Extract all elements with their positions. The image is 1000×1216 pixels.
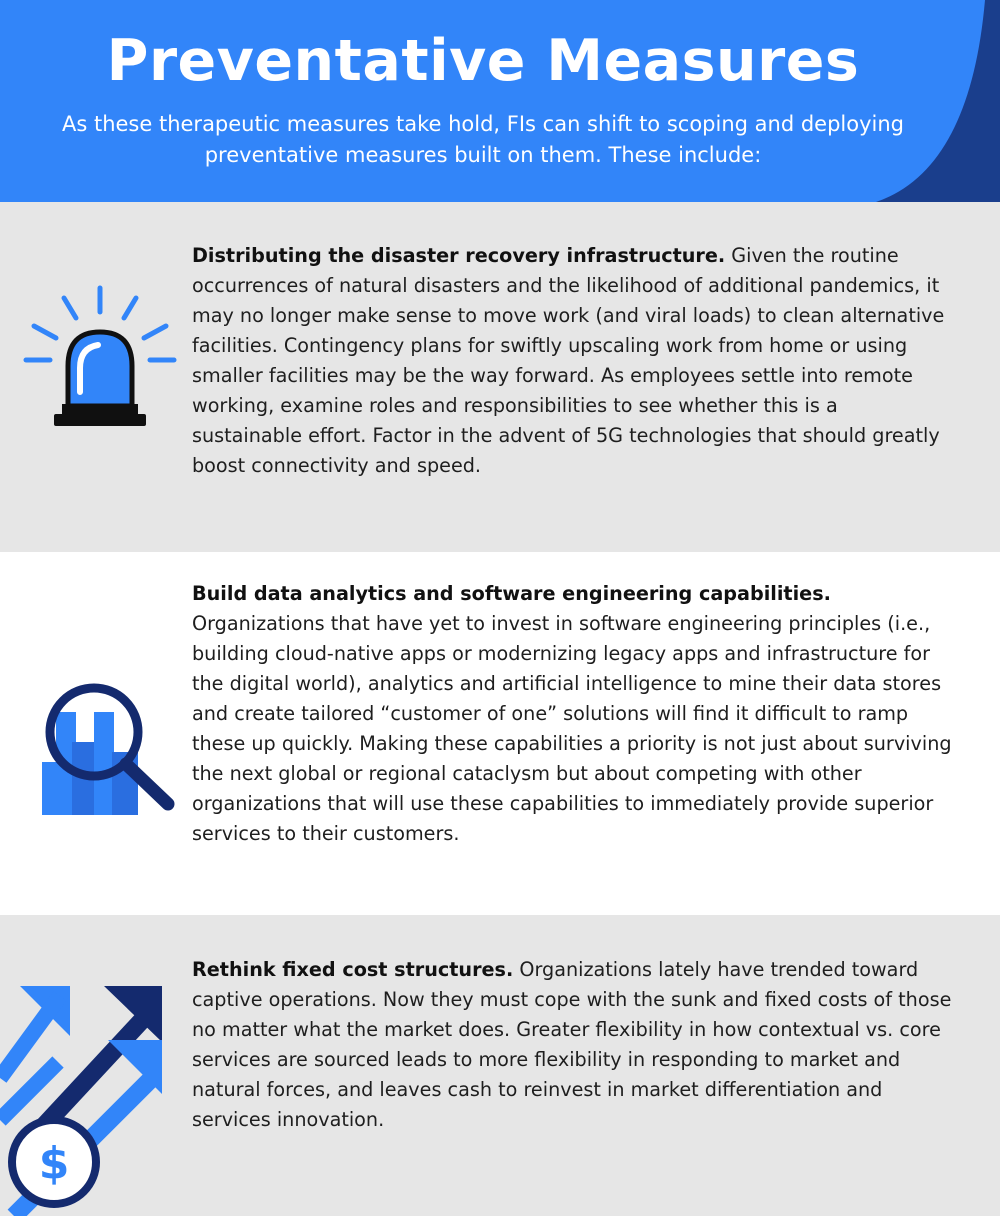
section-text-data-analytics [192, 579, 952, 849]
svg-text:$: $ [38, 1138, 70, 1189]
dollar-growth-arrows-icon [0, 980, 168, 1216]
section-text-fixed-costs [192, 955, 952, 1135]
section-text-disaster-recovery [192, 241, 952, 481]
section-heading-fixed-costs: Rethink fixed cost structures. [192, 958, 514, 981]
section-heading-disaster-recovery: Distributing the disaster recovery infrastructure. [192, 244, 726, 267]
section-disaster-recovery [0, 202, 1000, 552]
section-fixed-costs [0, 915, 1000, 1216]
section-body-data-analytics: Organizations that have yet to invest in software engineering principles (i.e., building cloud-native apps or modernizing legacy apps and infrastructure for the digital world), analytics and artificial intelligence to mine their data stores and create tailored “customer of one” solutions will find it difficult to ramp these up quickly. Making these capabilities a priority is not just about surviving the next global or regional cataclysm but about competing with other organizations that will use these capabilities to immediately provide superior services to their customers. [192, 612, 952, 845]
section-body-disaster-recovery: Given the routine occurrences of natural disasters and the likelihood of additional pandemics, it may no longer make sense to move work (and viral loads) to clean alternative facilities. Contingency plans for swiftly upscaling work from home or using smaller facilities may be the way forward. As employees settle into remote working, examine roles and responsibilities to see whether this is a sustainable effort. Factor in the advent of 5G technologies that should greatly boost connectivity and speed. [192, 244, 945, 477]
section-data-analytics [0, 552, 1000, 915]
section-body-fixed-costs: Organizations lately have trended toward captive operations. Now they must cope with the sunk and fixed costs of those no matter what the market does. Greater flexibility in how contextual vs. core services are sourced leads to more flexibility in responding to market and natural forces, and leaves cash to reinvest in market differentiation and services innovation. [192, 958, 952, 1131]
header-banner [0, 0, 1000, 202]
siren-icon [20, 282, 180, 436]
section-heading-data-analytics: Build data analytics and software engineering capabilities. [192, 582, 831, 605]
magnifier-chart-icon [36, 672, 176, 817]
page-title: Preventative Measures [106, 28, 860, 94]
page-subtitle: As these therapeutic measures take hold, FIs can shift to scoping and deploying preventative measures built on them. These include: [61, 112, 904, 167]
